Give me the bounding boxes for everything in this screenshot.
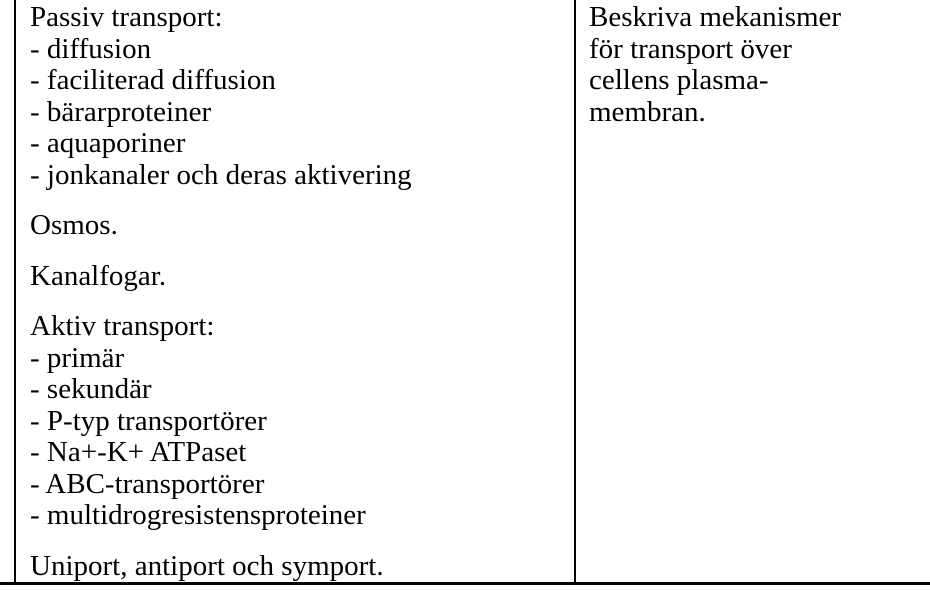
table-column-divider bbox=[574, 0, 576, 585]
paragraph-uniport bbox=[30, 551, 570, 583]
table-bottom-border bbox=[0, 582, 930, 585]
paragraph-objective bbox=[589, 2, 924, 128]
text-line: för transport över bbox=[589, 32, 792, 65]
table-left-border bbox=[14, 0, 16, 584]
text-line: - Na+-K+ ATPaset bbox=[30, 436, 247, 468]
text-line: Uniport, antiport och symport. bbox=[30, 549, 384, 582]
paragraph-osmos bbox=[30, 210, 570, 242]
text-line: Beskriva mekanismer bbox=[589, 1, 842, 33]
text-line: - aquaporiner bbox=[30, 127, 186, 159]
table-cell-objective bbox=[589, 2, 924, 128]
text-line: Aktiv transport: bbox=[30, 310, 215, 342]
text-line: - ABC-transportörer bbox=[30, 467, 265, 500]
text-line: - jonkanaler och deras aktivering bbox=[30, 158, 412, 191]
table-cell-content bbox=[30, 2, 570, 582]
paragraph-passiv-transport bbox=[30, 2, 570, 191]
text-line: - primär bbox=[30, 341, 125, 374]
text-line: - sekundär bbox=[30, 373, 152, 405]
text-line: Osmos. bbox=[30, 209, 118, 241]
text-line: membran. bbox=[589, 95, 706, 128]
text-line: - faciliterad diffusion bbox=[30, 64, 276, 96]
text-line: - multidrogresistensproteiner bbox=[30, 499, 366, 531]
text-line: - bärarproteiner bbox=[30, 95, 212, 128]
text-line: Kanalfogar. bbox=[30, 259, 167, 292]
paragraph-kanalfogar bbox=[30, 261, 570, 293]
text-line: - diffusion bbox=[30, 32, 152, 65]
text-line: Passiv transport: bbox=[30, 1, 223, 33]
paragraph-aktiv-transport bbox=[30, 311, 570, 532]
text-line: - P-typ transportörer bbox=[30, 404, 267, 437]
text-line: cellens plasma- bbox=[589, 64, 769, 96]
